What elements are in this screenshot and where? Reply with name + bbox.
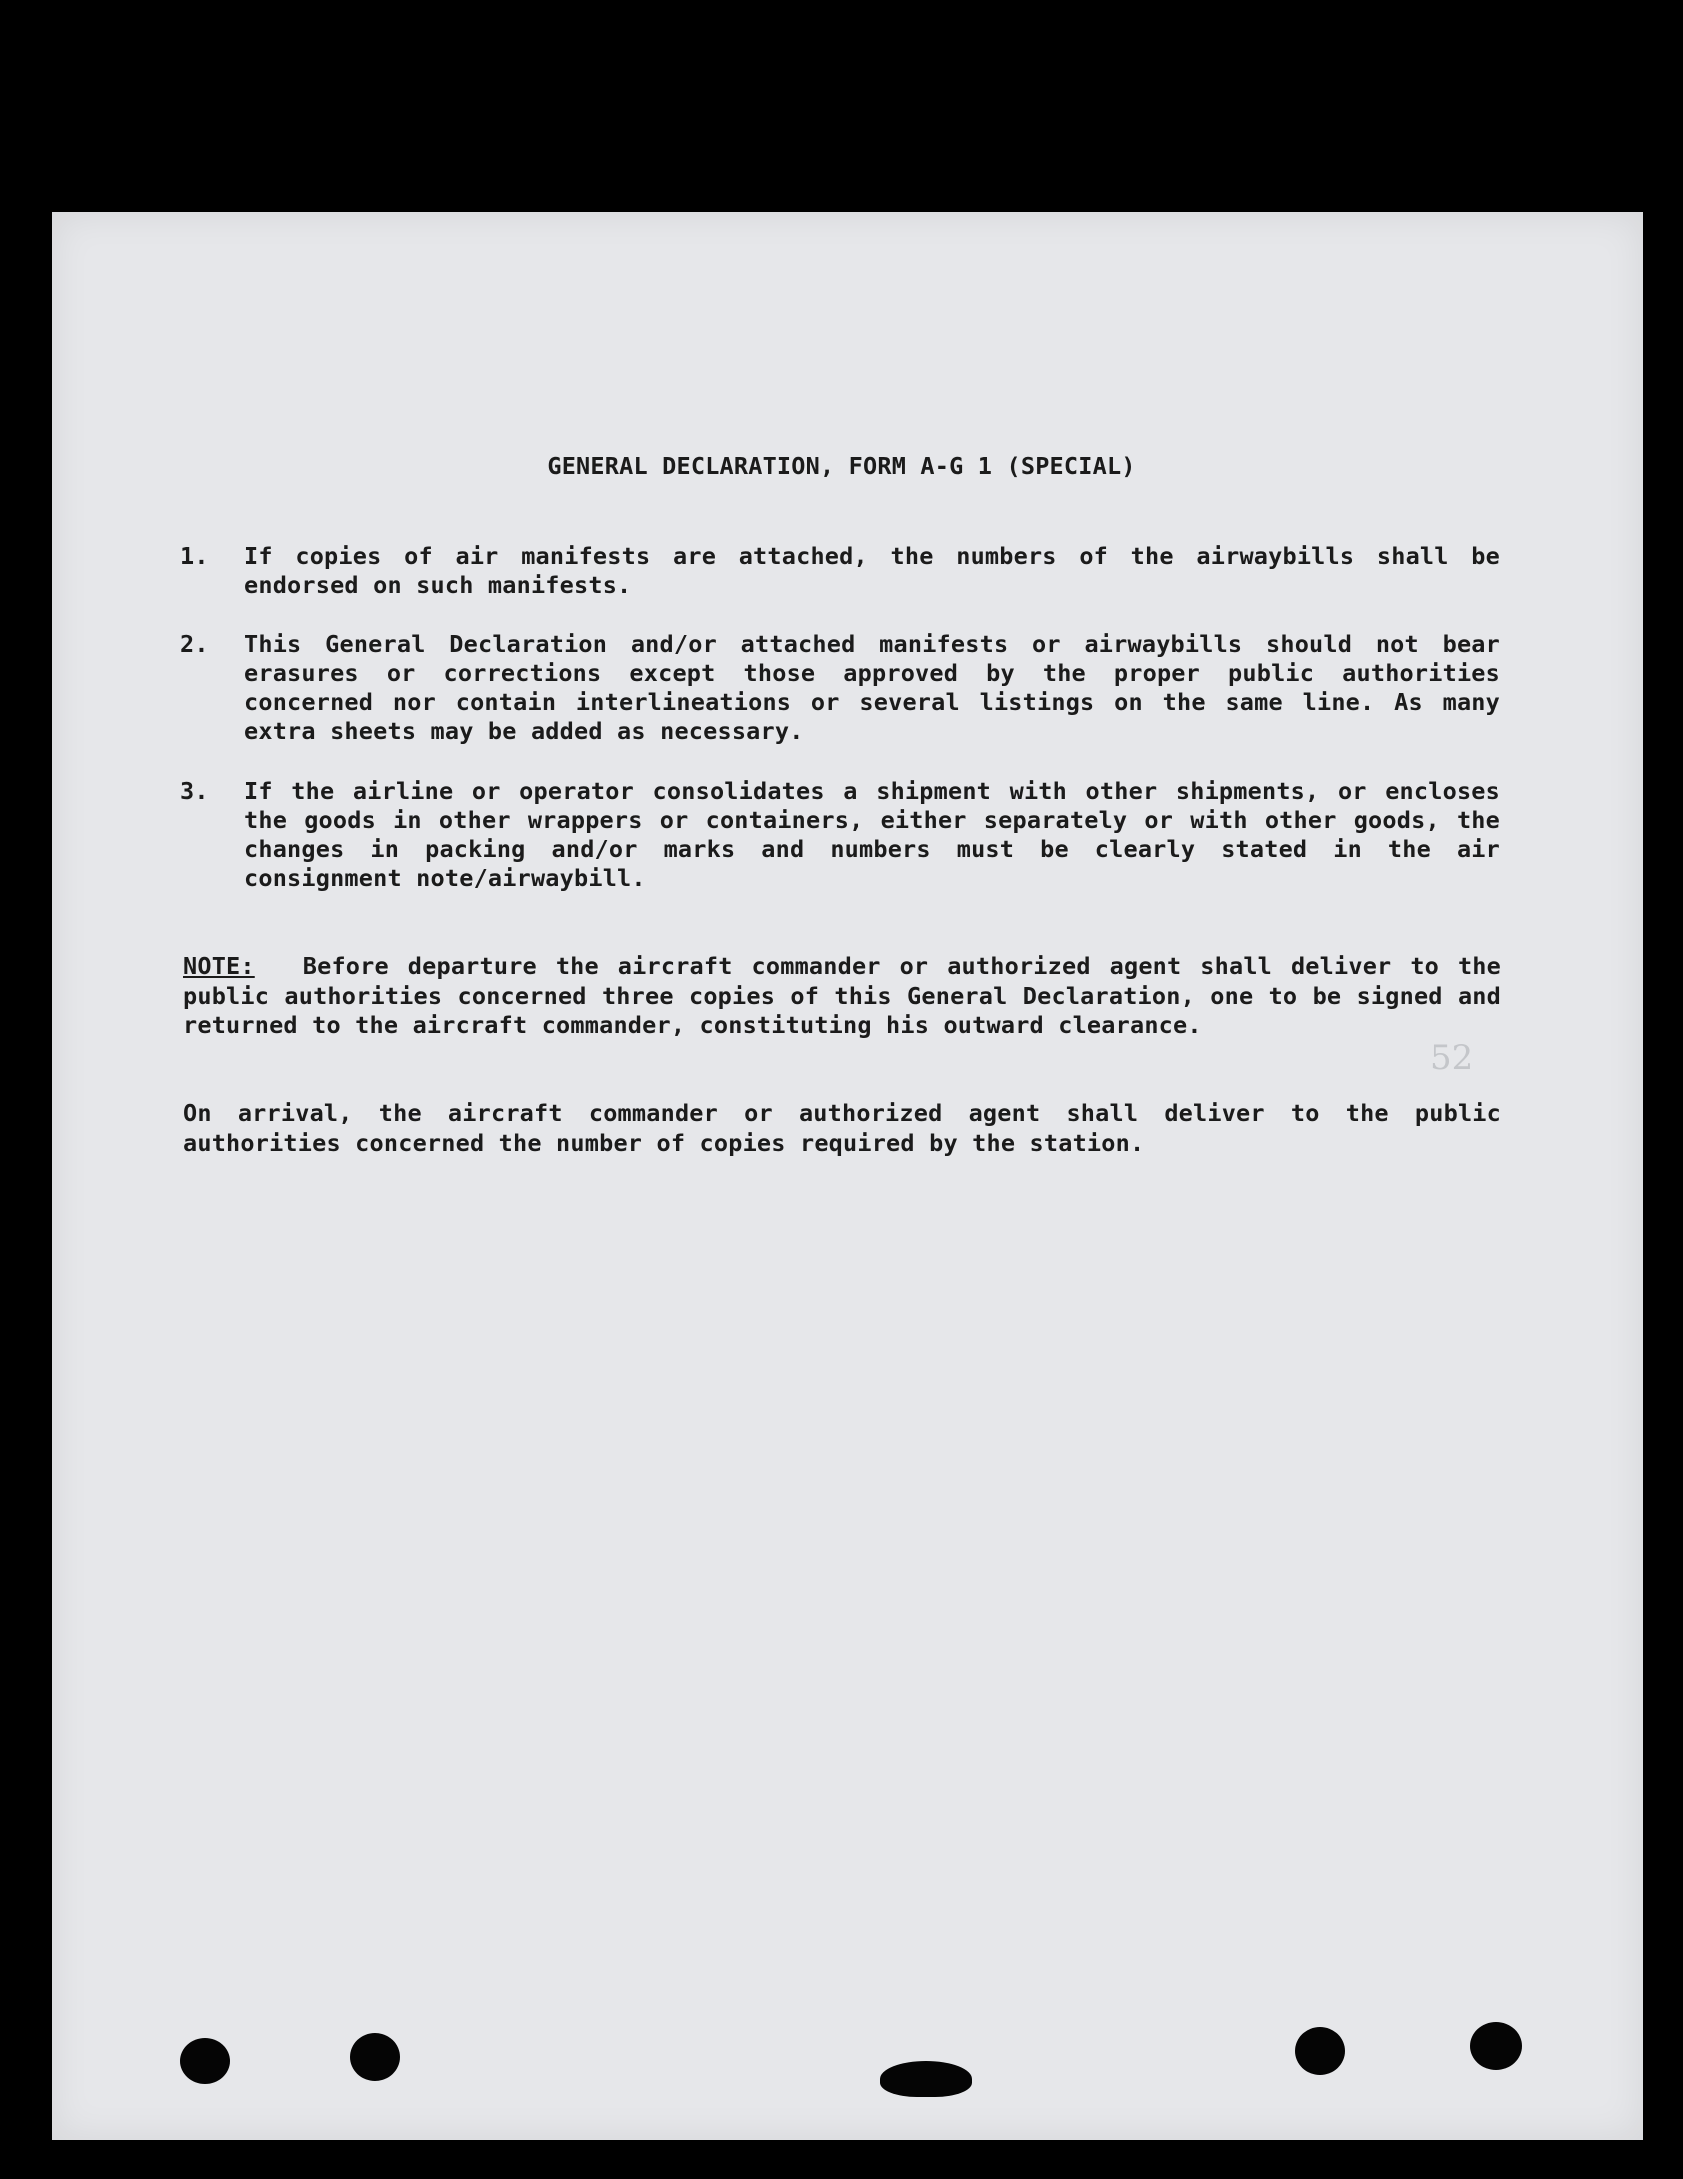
margin-mark: 52 xyxy=(1430,1038,1474,1078)
list-item xyxy=(180,542,1500,600)
item-number: 1. xyxy=(180,542,209,570)
arrival-paragraph: On arrival, the aircraft commander or authorized agent shall deliver to the public authorities concerned the number of copies required by the station. xyxy=(183,1099,1501,1157)
punch-hole xyxy=(180,2038,230,2084)
form-title: GENERAL DECLARATION, FORM A-G 1 (SPECIAL) xyxy=(547,452,1136,480)
item-text: If copies of air manifests are attached, the numbers of the airwaybills shall be endorsed on such manifests. xyxy=(244,542,1500,599)
item-text: If the airline or operator consolidates a shipment with other shipments, or encloses the goods in other wrappers or containers, either separately or with other goods, the changes in packing and/or marks and numbers must be clearly stated in the air consignment note/airwaybill. xyxy=(244,777,1500,892)
item-text: This General Declaration and/or attached manifests or airwaybills should not bear erasures or corrections except those approved by the proper public authorities concerned nor contain interlineations or several listings on the same line. As many extra sheets may be added as necessary. xyxy=(244,630,1500,745)
item-number: 3. xyxy=(180,777,209,805)
ink-blot xyxy=(880,2061,972,2097)
item-number: 2. xyxy=(180,630,209,658)
note-paragraph xyxy=(183,952,1501,1041)
list-item xyxy=(180,630,1500,746)
note-text: Before departure the aircraft commander or authorized agent shall deliver to the public authorities concerned three copies of this General Declaration, one to be signed and returned to the aircraft commander, constituting his outward clearance. xyxy=(183,952,1501,1039)
list-item xyxy=(180,777,1500,893)
punch-hole xyxy=(350,2033,400,2081)
note-label: NOTE: xyxy=(183,952,255,980)
punch-hole xyxy=(1470,2022,1522,2070)
punch-hole xyxy=(1295,2027,1345,2075)
document-page xyxy=(52,212,1643,2140)
